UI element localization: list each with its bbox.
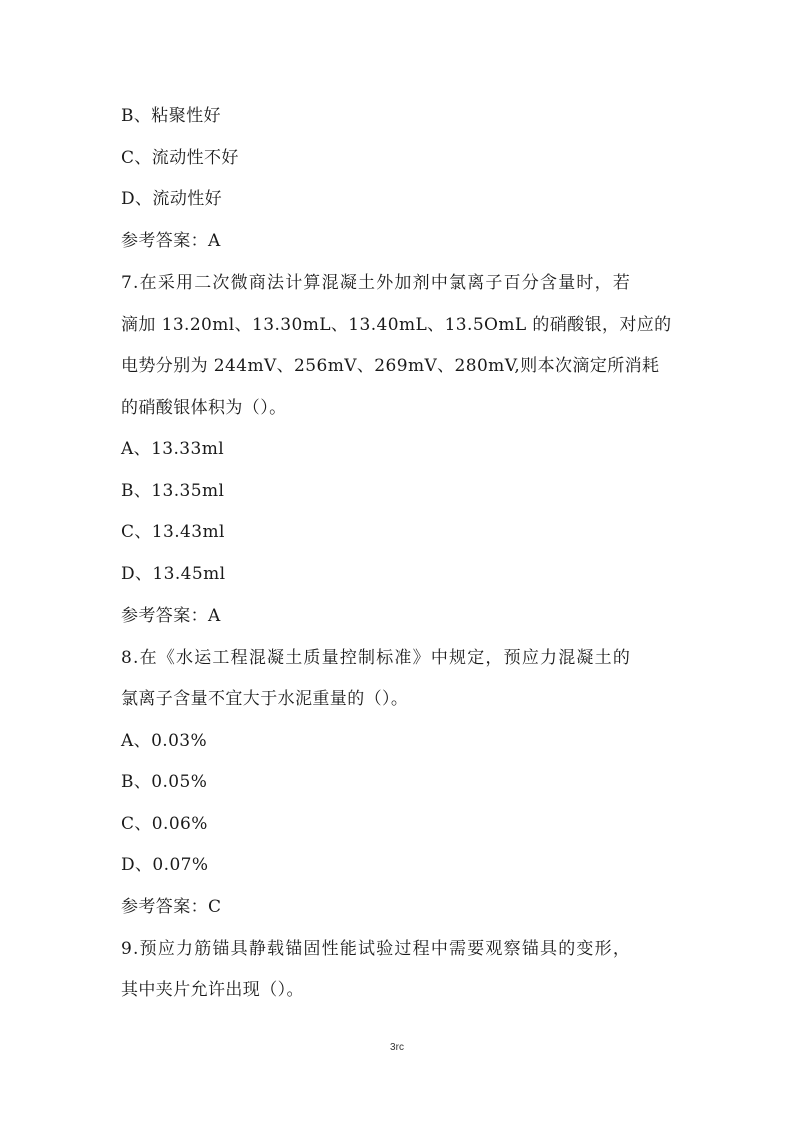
q9-text-line-2: 其中夹片允许出现（）。 (121, 980, 304, 1000)
q7-option-a: A、13.33ml (121, 439, 225, 459)
q8-option-b: B、0.05% (121, 772, 208, 792)
q8-option-a: A、0.03% (121, 731, 208, 751)
q7-text-line-1: 7.在采用二次微商法计算混凝土外加剂中氯离子百分含量时，若 (121, 273, 632, 293)
answer-prev: 参考答案：A (121, 231, 221, 251)
q7-option-d: D、13.45ml (121, 564, 226, 584)
q8-option-c: C、0.06% (121, 814, 208, 834)
option-d-prev: D、流动性好 (121, 189, 223, 209)
option-b-prev: B、粘聚性好 (121, 106, 221, 126)
q7-text-line-4: 的硝酸银体积为（）。 (121, 398, 287, 418)
q8-text-line-1: 8.在《水运工程混凝土质量控制标准》中规定，预应力混凝土的 (121, 648, 632, 668)
q8-option-d: D、0.07% (121, 855, 209, 875)
q8-answer: 参考答案：C (121, 897, 222, 917)
q9-text-line-1: 9.预应力筋锚具静载锚固性能试验过程中需要观察锚具的变形， (121, 939, 632, 959)
q8-text-line-2: 氯离子含量不宜大于水泥重量的（）。 (121, 689, 409, 709)
option-c-prev: C、流动性不好 (121, 148, 239, 168)
q7-text-line-3: 电势分别为 244mV、256mV、269mV、280mV,则本次滴定所消耗 (121, 356, 660, 376)
q7-option-b: B、13.35ml (121, 481, 225, 501)
q7-answer: 参考答案：A (121, 606, 221, 626)
q7-option-c: C、13.43ml (121, 522, 225, 542)
page-number: 3rc (390, 1042, 404, 1053)
q7-text-line-2: 滴加 13.20ml、13.30mL、13.40mL、13.5OmL 的硝酸银，对应的 (121, 315, 672, 335)
